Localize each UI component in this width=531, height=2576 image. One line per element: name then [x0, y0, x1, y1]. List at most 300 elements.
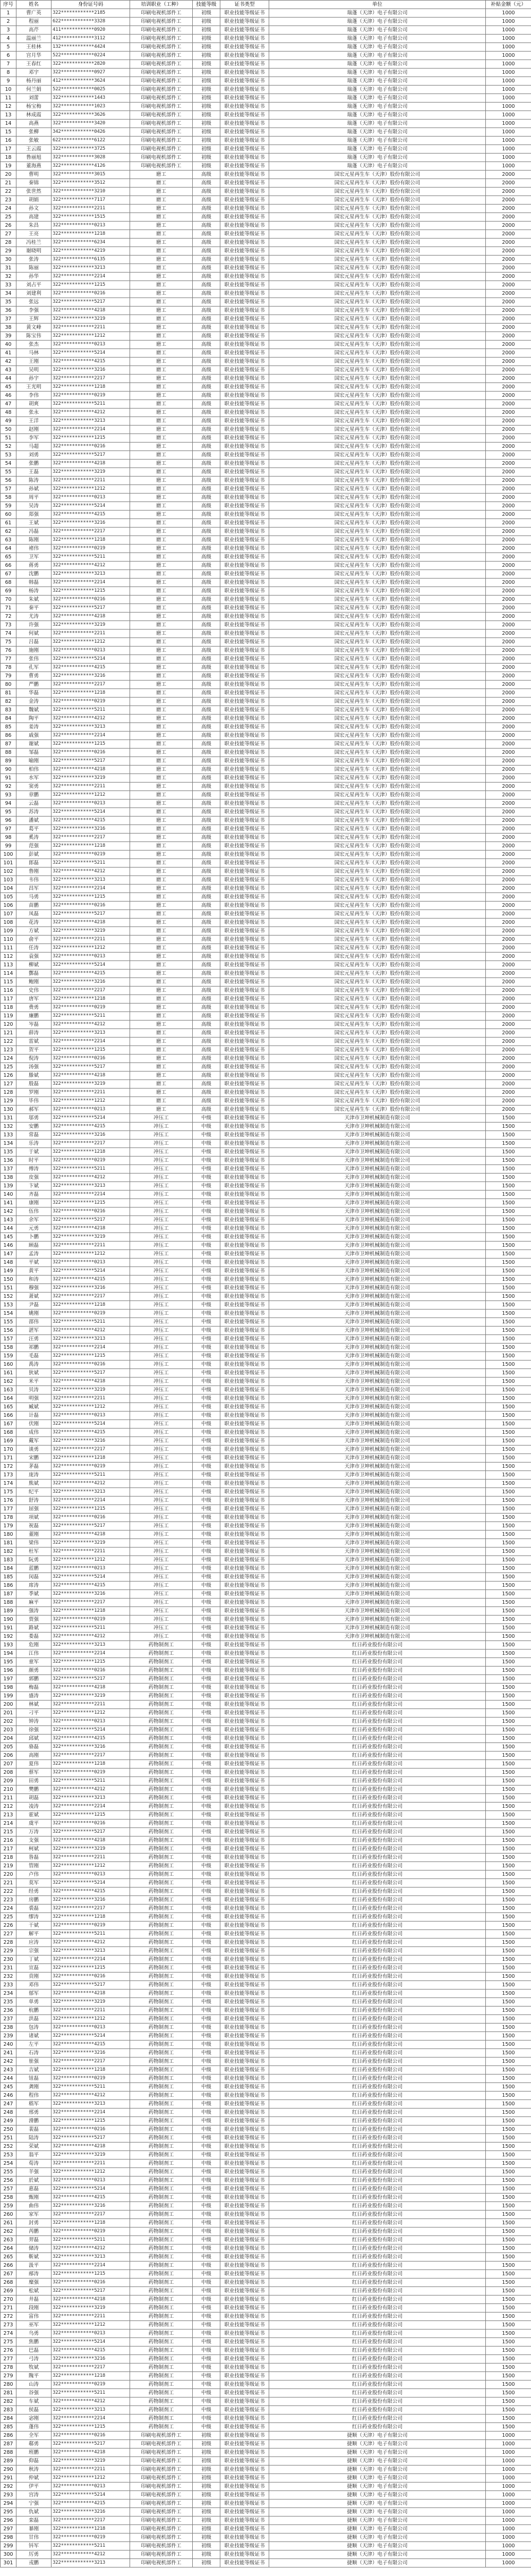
cell-name: 赵刚	[16, 426, 52, 434]
cell-index: 66	[1, 562, 16, 570]
cell-id-number: 322************3213	[52, 723, 130, 732]
cell-occupation: 药物制剂工	[130, 1709, 193, 1718]
cell-certificate-type: 职业技能等级证书	[220, 2049, 269, 2058]
table-row	[1, 655, 531, 664]
table-row	[1, 1939, 531, 1947]
table-row	[1, 2202, 531, 2211]
cell-name: 费勇	[16, 1004, 52, 1012]
cell-employer: 天津市卫坤机械制造有限公司	[269, 1454, 486, 1463]
cell-index: 234	[1, 1990, 16, 1998]
cell-index: 197	[1, 1675, 16, 1684]
cell-certificate-type: 职业技能等级证书	[220, 154, 269, 162]
cell-index: 71	[1, 604, 16, 613]
cell-occupation: 药物制剂工	[130, 1641, 193, 1650]
cell-employer: 国宏元星再生车（天津）股份有限公司	[269, 341, 486, 349]
cell-name: 吴涛	[16, 502, 52, 511]
cell-skill-level: 中级	[193, 1947, 220, 1956]
cell-employer: 红日药业股份有限公司	[269, 1811, 486, 1820]
cell-index: 160	[1, 1361, 16, 1369]
cell-certificate-type: 职业技能等级证书	[220, 1004, 269, 1012]
cell-index: 51	[1, 434, 16, 443]
cell-name: 王刚	[16, 358, 52, 366]
cell-id-number: 322************0216	[52, 1208, 130, 1216]
cell-index: 256	[1, 2177, 16, 2185]
cell-name: 包涛	[16, 2024, 52, 2032]
cell-subsidy-amount: 2000	[486, 562, 531, 570]
cell-skill-level: 初级	[193, 137, 220, 145]
cell-name: 季斌	[16, 1590, 52, 1599]
cell-subsidy-amount: 1500	[486, 2245, 531, 2253]
cell-employer: 国宏元星再生车（天津）股份有限公司	[269, 494, 486, 502]
table-row	[1, 1565, 531, 1573]
cell-occupation: 磨工	[130, 970, 193, 978]
table-row	[1, 562, 531, 570]
cell-subsidy-amount: 2000	[486, 706, 531, 715]
cell-employer: 天津市卫坤机械制造有限公司	[269, 1616, 486, 1624]
cell-subsidy-amount: 1500	[486, 1148, 531, 1157]
cell-subsidy-amount: 2000	[486, 995, 531, 1004]
cell-subsidy-amount: 1500	[486, 1208, 531, 1216]
cell-index: 287	[1, 2440, 16, 2449]
cell-employer: 红日药业股份有限公司	[269, 2313, 486, 2321]
cell-subsidy-amount: 1500	[486, 1301, 531, 1310]
cell-index: 299	[1, 2542, 16, 2551]
cell-occupation: 药物制剂工	[130, 2296, 193, 2304]
table-row	[1, 2066, 531, 2075]
table-row	[1, 468, 531, 477]
cell-subsidy-amount: 2000	[486, 341, 531, 349]
cell-occupation: 磨工	[130, 961, 193, 970]
cell-subsidy-amount: 1500	[486, 1522, 531, 1531]
cell-index: 57	[1, 485, 16, 494]
table-row	[1, 230, 531, 239]
table-row	[1, 1599, 531, 1607]
table-row	[1, 1046, 531, 1055]
cell-occupation: 药物制剂工	[130, 2287, 193, 2296]
cell-index: 163	[1, 1386, 16, 1395]
cell-certificate-type: 职业技能等级证书	[220, 757, 269, 766]
cell-employer: 红日药业股份有限公司	[269, 1947, 486, 1956]
cell-employer: 天津市卫坤机械制造有限公司	[269, 1556, 486, 1565]
cell-skill-level: 初级	[193, 145, 220, 154]
cell-skill-level: 中级	[193, 1556, 220, 1565]
cell-index: 76	[1, 647, 16, 655]
cell-name: 巫军	[16, 2321, 52, 2330]
cell-index: 298	[1, 2534, 16, 2542]
cell-index: 114	[1, 970, 16, 978]
cell-id-number: 322************1215	[52, 2270, 130, 2279]
cell-subsidy-amount: 1500	[486, 1718, 531, 1726]
table-row	[1, 511, 531, 519]
table-row	[1, 52, 531, 60]
cell-occupation: 冲压工	[130, 1310, 193, 1318]
cell-subsidy-amount: 1500	[486, 1573, 531, 1582]
cell-subsidy-amount: 2000	[486, 638, 531, 647]
cell-occupation: 磨工	[130, 621, 193, 630]
table-row	[1, 2449, 531, 2457]
cell-employer: 国宏元星再生车（天津）股份有限公司	[269, 443, 486, 451]
cell-skill-level: 初级	[193, 111, 220, 120]
cell-name: 储涛	[16, 2245, 52, 2253]
cell-certificate-type: 职业技能等级证书	[220, 1786, 269, 1794]
cell-certificate-type: 职业技能等级证书	[220, 2151, 269, 2160]
cell-skill-level: 高级	[193, 613, 220, 621]
cell-occupation: 印刷电视机部件工	[130, 26, 193, 35]
cell-subsidy-amount: 1500	[486, 1335, 531, 1344]
cell-index: 101	[1, 859, 16, 868]
cell-occupation: 药物制剂工	[130, 2389, 193, 2398]
cell-skill-level: 高级	[193, 366, 220, 375]
cell-employer: 国宏元星再生车（天津）股份有限公司	[269, 1046, 486, 1055]
cell-employer: 红日药业股份有限公司	[269, 2211, 486, 2219]
cell-certificate-type: 职业技能等级证书	[220, 2287, 269, 2296]
cell-id-number: 322************3213	[52, 1794, 130, 1803]
cell-certificate-type: 职业技能等级证书	[220, 536, 269, 545]
table-row	[1, 1990, 531, 1998]
cell-skill-level: 高级	[193, 451, 220, 460]
cell-employer: 红日药业股份有限公司	[269, 2228, 486, 2236]
cell-employer: 捷顺（天津）电子有限公司	[269, 2491, 486, 2500]
cell-name: 柏伟	[16, 766, 52, 774]
cell-employer: 天津市卫坤机械制造有限公司	[269, 1242, 486, 1250]
cell-skill-level: 中级	[193, 1420, 220, 1429]
table-row	[1, 375, 531, 383]
cell-employer: 国宏元星再生车（天津）股份有限公司	[269, 358, 486, 366]
cell-subsidy-amount: 1000	[486, 2474, 531, 2483]
cell-occupation: 冲压工	[130, 1284, 193, 1293]
cell-employer: 天津市卫坤机械制造有限公司	[269, 1403, 486, 1412]
table-row	[1, 2372, 531, 2381]
table-row	[1, 885, 531, 893]
cell-name: 马林	[16, 349, 52, 358]
cell-occupation: 磨工	[130, 1089, 193, 1097]
cell-occupation: 冲压工	[130, 1403, 193, 1412]
cell-certificate-type: 职业技能等级证书	[220, 808, 269, 817]
cell-index: 102	[1, 868, 16, 876]
cell-name: 夏伟	[16, 1760, 52, 1769]
cell-employer: 红日药业股份有限公司	[269, 2406, 486, 2415]
cell-employer: 天津市卫坤机械制造有限公司	[269, 1208, 486, 1216]
cell-certificate-type: 职业技能等级证书	[220, 1947, 269, 1956]
cell-index: 228	[1, 1939, 16, 1947]
cell-occupation: 磨工	[130, 800, 193, 808]
table-row	[1, 1888, 531, 1896]
cell-skill-level: 中级	[193, 2423, 220, 2432]
cell-subsidy-amount: 2000	[486, 766, 531, 774]
table-row	[1, 1803, 531, 1811]
cell-employer: 红日药业股份有限公司	[269, 1845, 486, 1854]
cell-index: 30	[1, 256, 16, 264]
cell-id-number: 322************0213	[52, 222, 130, 230]
cell-occupation: 磨工	[130, 825, 193, 834]
cell-name: 陈刚	[16, 536, 52, 545]
cell-subsidy-amount: 2000	[486, 1029, 531, 1038]
cell-name: 曹勇	[16, 672, 52, 681]
cell-employer: 国宏元星再生车（天津）股份有限公司	[269, 927, 486, 936]
cell-id-number: 322************3219	[52, 927, 130, 936]
cell-id-number: 322************1443	[52, 94, 130, 103]
cell-subsidy-amount: 2000	[486, 400, 531, 409]
cell-certificate-type: 职业技能等级证书	[220, 2440, 269, 2449]
cell-skill-level: 高级	[193, 409, 220, 417]
cell-certificate-type: 职业技能等级证书	[220, 1879, 269, 1888]
cell-employer: 瑞蓬（天津）电子有限公司	[269, 145, 486, 154]
cell-name: 荣斌	[16, 2143, 52, 2151]
cell-certificate-type: 职业技能等级证书	[220, 2219, 269, 2228]
cell-employer: 天津市卫坤机械制造有限公司	[269, 1582, 486, 1590]
table-row	[1, 1548, 531, 1556]
cell-occupation: 冲压工	[130, 1182, 193, 1191]
cell-skill-level: 高级	[193, 332, 220, 341]
cell-name: 酆磊	[16, 970, 52, 978]
cell-skill-level: 中级	[193, 1429, 220, 1437]
cell-index: 63	[1, 536, 16, 545]
table-row	[1, 2330, 531, 2338]
table-row	[1, 2398, 531, 2406]
cell-skill-level: 高级	[193, 587, 220, 596]
cell-employer: 国宏元星再生车（天津）股份有限公司	[269, 553, 486, 562]
cell-id-number: 322************2214	[52, 732, 130, 740]
cell-employer: 国宏元星再生车（天津）股份有限公司	[269, 1097, 486, 1106]
cell-certificate-type: 职业技能等级证书	[220, 1106, 269, 1114]
cell-index: 4	[1, 35, 16, 43]
cell-index: 36	[1, 307, 16, 315]
cell-occupation: 磨工	[130, 1004, 193, 1012]
cell-index: 260	[1, 2211, 16, 2219]
cell-id-number: 322************1218	[52, 536, 130, 545]
cell-name: 娄磊	[16, 1633, 52, 1641]
cell-name: 毕伟	[16, 1097, 52, 1106]
cell-employer: 天津市卫坤机械制造有限公司	[269, 1395, 486, 1403]
cell-index: 227	[1, 1930, 16, 1939]
cell-subsidy-amount: 2000	[486, 273, 531, 281]
cell-skill-level: 高级	[193, 732, 220, 740]
cell-id-number: 322************3219	[52, 1233, 130, 1242]
cell-certificate-type: 职业技能等级证书	[220, 2134, 269, 2143]
cell-index: 82	[1, 698, 16, 706]
table-row	[1, 2534, 531, 2542]
cell-index: 89	[1, 757, 16, 766]
cell-index: 122	[1, 1038, 16, 1046]
cell-skill-level: 高级	[193, 1046, 220, 1055]
cell-occupation: 冲压工	[130, 1140, 193, 1148]
cell-skill-level: 高级	[193, 358, 220, 366]
cell-id-number: 322************4212	[52, 2398, 130, 2406]
cell-employer: 红日药业股份有限公司	[269, 2202, 486, 2211]
cell-skill-level: 中级	[193, 1964, 220, 1973]
cell-subsidy-amount: 2000	[486, 842, 531, 851]
cell-name: 云磊	[16, 800, 52, 808]
cell-index: 247	[1, 2100, 16, 2109]
cell-skill-level: 中级	[193, 1242, 220, 1250]
table-row	[1, 2168, 531, 2177]
table-row	[1, 757, 531, 766]
cell-subsidy-amount: 1500	[486, 1514, 531, 1522]
cell-name: 翁平	[16, 2151, 52, 2160]
cell-subsidy-amount: 1500	[486, 1182, 531, 1191]
cell-name: 杭鹏	[16, 2007, 52, 2015]
cell-id-number: 322************4215	[52, 1735, 130, 1743]
cell-id-number: 322************1215	[52, 587, 130, 596]
cell-subsidy-amount: 1000	[486, 145, 531, 154]
cell-certificate-type: 职业技能等级证书	[220, 2253, 269, 2262]
cell-subsidy-amount: 2000	[486, 936, 531, 944]
cell-name: 家军	[16, 2211, 52, 2219]
table-row	[1, 1811, 531, 1820]
cell-employer: 天津市卫坤机械制造有限公司	[269, 1182, 486, 1191]
cell-subsidy-amount: 1500	[486, 2151, 531, 2160]
cell-subsidy-amount: 1000	[486, 2432, 531, 2440]
cell-skill-level: 中级	[193, 2270, 220, 2279]
table-row	[1, 1684, 531, 1692]
cell-name: 王亮	[16, 230, 52, 239]
cell-occupation: 冲压工	[130, 1599, 193, 1607]
cell-skill-level: 中级	[193, 2287, 220, 2296]
cell-name: 吴明	[16, 366, 52, 375]
cell-id-number: 322************5211	[52, 1930, 130, 1939]
cell-name: 和涛	[16, 1276, 52, 1284]
cell-skill-level: 中级	[193, 2109, 220, 2117]
table-row	[1, 137, 531, 145]
cell-subsidy-amount: 1000	[486, 2551, 531, 2559]
cell-name: 何兰娟	[16, 86, 52, 94]
cell-index: 182	[1, 1548, 16, 1556]
cell-index: 272	[1, 2313, 16, 2321]
table-row	[1, 2304, 531, 2313]
cell-id-number: 322************0213	[52, 1871, 130, 1879]
cell-employer: 国宏元星再生车（天津）股份有限公司	[269, 740, 486, 749]
cell-employer: 天津市卫坤机械制造有限公司	[269, 1157, 486, 1165]
cell-certificate-type: 职业技能等级证书	[220, 1599, 269, 1607]
cell-id-number: 322************4215	[52, 1429, 130, 1437]
cell-subsidy-amount: 2000	[486, 409, 531, 417]
cell-occupation: 药物制剂工	[130, 1845, 193, 1854]
cell-certificate-type: 职业技能等级证书	[220, 2542, 269, 2551]
table-row	[1, 460, 531, 468]
cell-name: 卢伟	[16, 1871, 52, 1879]
cell-certificate-type: 职业技能等级证书	[220, 52, 269, 60]
table-row	[1, 1029, 531, 1038]
cell-occupation: 药物制剂工	[130, 2406, 193, 2415]
cell-name: 吕磊	[16, 638, 52, 647]
cell-name: 陆涛	[16, 2134, 52, 2143]
cell-subsidy-amount: 2000	[486, 536, 531, 545]
table-row	[1, 281, 531, 290]
cell-name: 蔡军	[16, 1769, 52, 1777]
cell-index: 246	[1, 2092, 16, 2100]
cell-employer: 红日药业股份有限公司	[269, 2296, 486, 2304]
cell-name: 冯磊	[16, 528, 52, 536]
cell-certificate-type: 职业技能等级证书	[220, 1352, 269, 1361]
cell-subsidy-amount: 2000	[486, 723, 531, 732]
cell-id-number: 322************4212	[52, 715, 130, 723]
cell-certificate-type: 职业技能等级证书	[220, 1811, 269, 1820]
cell-index: 257	[1, 2185, 16, 2194]
cell-employer: 天津市卫坤机械制造有限公司	[269, 1446, 486, 1454]
cell-skill-level: 高级	[193, 749, 220, 757]
cell-occupation: 药物制剂工	[130, 2262, 193, 2270]
cell-occupation: 磨工	[130, 1063, 193, 1072]
cell-name: 班鹏	[16, 2449, 52, 2457]
cell-name: 秋涛	[16, 2466, 52, 2474]
cell-subsidy-amount: 1500	[486, 2134, 531, 2143]
cell-certificate-type: 职业技能等级证书	[220, 1182, 269, 1191]
cell-skill-level: 中级	[193, 1157, 220, 1165]
cell-employer: 捷顺（天津）电子有限公司	[269, 2457, 486, 2466]
cell-id-number: 322************5214	[52, 655, 130, 664]
cell-certificate-type: 职业技能等级证书	[220, 2024, 269, 2032]
cell-id-number: 322************3028	[52, 154, 130, 162]
cell-certificate-type: 职业技能等级证书	[220, 936, 269, 944]
cell-index: 154	[1, 1310, 16, 1318]
cell-index: 80	[1, 681, 16, 689]
cell-employer: 天津市卫坤机械制造有限公司	[269, 1199, 486, 1208]
cell-id-number: 322************1215	[52, 434, 130, 443]
cell-name: 陶平	[16, 715, 52, 723]
cell-subsidy-amount: 2000	[486, 392, 531, 400]
cell-occupation: 磨工	[130, 1029, 193, 1038]
cell-index: 263	[1, 2236, 16, 2245]
cell-subsidy-amount: 2000	[486, 970, 531, 978]
cell-name: 水军	[16, 774, 52, 783]
cell-skill-level: 初级	[193, 2508, 220, 2517]
cell-index: 220	[1, 1871, 16, 1879]
cell-index: 142	[1, 1208, 16, 1216]
table-row	[1, 919, 531, 927]
cell-certificate-type: 职业技能等级证书	[220, 264, 269, 273]
cell-name: 马超	[16, 443, 52, 451]
cell-certificate-type: 职业技能等级证书	[220, 2015, 269, 2024]
cell-occupation: 药物制剂工	[130, 2423, 193, 2432]
cell-name: 昌军	[16, 885, 52, 893]
cell-certificate-type: 职业技能等级证书	[220, 468, 269, 477]
cell-employer: 红日药业股份有限公司	[269, 2185, 486, 2194]
cell-employer: 国宏元星再生车（天津）股份有限公司	[269, 1055, 486, 1063]
cell-employer: 国宏元星再生车（天津）股份有限公司	[269, 502, 486, 511]
cell-name: 黄平	[16, 1267, 52, 1276]
table-row	[1, 1862, 531, 1871]
cell-id-number: 322************0213	[52, 2330, 130, 2338]
cell-index: 268	[1, 2279, 16, 2287]
cell-name: 戚强	[16, 732, 52, 740]
cell-name: 严鹏	[16, 681, 52, 689]
cell-subsidy-amount: 1500	[486, 1429, 531, 1437]
cell-id-number: 322************3216	[52, 978, 130, 987]
cell-employer: 捷顺（天津）电子有限公司	[269, 2551, 486, 2559]
cell-name: 荀涛	[16, 2160, 52, 2168]
cell-certificate-type: 职业技能等级证书	[220, 247, 269, 256]
cell-occupation: 药物制剂工	[130, 2372, 193, 2381]
cell-occupation: 磨工	[130, 519, 193, 528]
cell-employer: 红日药业股份有限公司	[269, 1667, 486, 1675]
cell-occupation: 药物制剂工	[130, 2270, 193, 2279]
cell-subsidy-amount: 1500	[486, 1463, 531, 1471]
cell-employer: 国宏元星再生车（天津）股份有限公司	[269, 1080, 486, 1089]
cell-occupation: 药物制剂工	[130, 1913, 193, 1922]
cell-subsidy-amount: 2000	[486, 868, 531, 876]
cell-id-number: 322************2211	[52, 1395, 130, 1403]
cell-index: 149	[1, 1267, 16, 1276]
cell-skill-level: 初级	[193, 120, 220, 128]
cell-index: 31	[1, 264, 16, 273]
cell-certificate-type: 职业技能等级证书	[220, 2143, 269, 2151]
cell-subsidy-amount: 2000	[486, 349, 531, 358]
cell-occupation: 药物制剂工	[130, 2024, 193, 2032]
cell-employer: 红日药业股份有限公司	[269, 1896, 486, 1905]
cell-employer: 红日药业股份有限公司	[269, 1913, 486, 1922]
cell-name: 韩磊	[16, 579, 52, 587]
table-row	[1, 910, 531, 919]
